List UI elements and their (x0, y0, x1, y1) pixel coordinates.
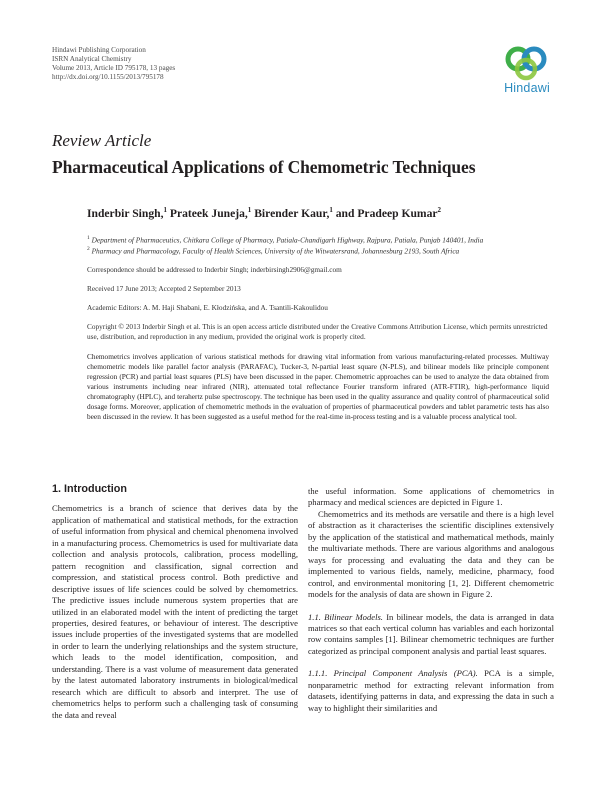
affiliation-marker: 1 (247, 206, 252, 214)
academic-editors: Academic Editors: A. M. Haji Shabani, E. Kłodzińska, and A. Tsantili-Kakoulidou (87, 303, 328, 312)
author-name: and Pradeep Kumar (332, 206, 438, 220)
hindawi-logo (496, 45, 558, 95)
correspondence: Correspondence should be addressed to Inderbir Singh; inderbirsingh2906@gmail.com (87, 265, 342, 274)
abstract: Chemometrics involves application of various statistical methods for drawing vital information from various manufacturing-related processes. Multiway chemometric models like parallel factor analysis (PARAFAC), Tucker-3, N-partial least square (N-PLS), and bilinear models like principle component regression (PCR) and partial least squares (PLS) have been discussed in the paper. Chemometric approaches can be used to analyze the data obtained from various instruments including near infrared (NIR), attenuated total reflectance Fourier transform infrared (ATR-FTIR), high-performance liquid chromatography (HPLC), and terahertz pulse spectroscopy. The technique has been used in the quality assurance and quality control of pharmaceutical solid dosage forms. Moreover, application of chemometric methods in the evaluation of properties of pharmaceutical powders and tablet parametric tests has also been discussed in the review. It has been suggested as a useful method for the real-time in-process testing and is a valuable process analytical tool. (87, 352, 549, 421)
affiliations (87, 234, 553, 256)
publisher-line: Hindawi Publishing Corporation (52, 46, 146, 54)
copyright-notice: Copyright © 2013 Inderbir Singh et al. This is an open access article distributed under the Creative Commons Attribution License, which permits unrestricted use, distribution, and reproduction in any medium, provided the original work is properly cited. (87, 322, 548, 341)
intro-paragraph-1-continued: the useful information. Some applications of chemometrics in pharmacy and medical sciences are depicted in Figure 1. (308, 486, 554, 508)
author-name: Inderbir Singh, (87, 206, 164, 220)
right-column (308, 486, 554, 714)
subsection-bilinear-models: 1.1. Bilinear Models. In bilinear models, the data is arranged in data matrices so that each vertical column has variables and each horizontal row contains samples [1]. Bilinear chemometric techniques are further categorized as principal component analysis and partial least squares. (308, 611, 554, 656)
affiliation-marker: 1 (329, 206, 333, 214)
section-heading-introduction: 1. Introduction (52, 483, 127, 495)
doi-link[interactable]: http://dx.doi.org/10.1155/2013/795178 (52, 72, 164, 81)
article-title: Pharmaceutical Applications of Chemometric Techniques (52, 157, 476, 177)
subsection-pca: 1.1.1. Principal Component Analysis (PCA). PCA is a simple, nonparametric method for extracting relevant information from datasets, identifying patterns in data, and expressing the data in such a way to highlight their similarities and (308, 668, 554, 713)
intro-paragraph-1: Chemometrics is a branch of science that derives data by the application of mathematical and statistical methods, for the extraction of useful information from physical and chemical phenomena involved in a manufacturing process. Chemometrics is used for multivariate data collection and analysis protocols, calibration, process modelling, pattern recognition and classification, signal correction and compression, and statistical process control. Both predictive and descriptive issues of life sciences could be solved by chemometrics. The predictive issues include numerous system properties that are utilized in an elaborated model with the intent of predicting the target properties, desired features, or behaviour of interest. The descriptive issues include properties of the investigated systems that are modelled in order to learn the underlying relationships and the system structure, which leads to the model identification, composition, and understanding. There is a vast volume of measurement data generated by the latest automated laboratory instruments in biological/medical research which are difficult to absorb and interpret. The use of chemometrics helps to perform such a challenging task of consuming the data and reveal (52, 503, 298, 720)
subsection-heading: 1.1. Bilinear Models. (308, 611, 383, 622)
author-list (87, 206, 441, 220)
volume-line: Volume 2013, Article ID 795178, 13 pages (52, 63, 176, 72)
logo-wordmark: Hindawi (504, 81, 550, 95)
affiliation-marker: 2 (437, 206, 442, 214)
author-name: Birender Kaur, (251, 206, 330, 220)
journal-line: ISRN Analytical Chemistry (52, 54, 132, 63)
publication-info (52, 46, 175, 82)
affiliation-marker: 1 (163, 206, 167, 214)
affiliation-1: $^1$ Department of Pharmaceutics, Chitkara College of Pharmacy, Patiala-Chandigarh Highway, Rajpura, Patiala, Punjab 140401, India (87, 235, 484, 245)
received-dates: Received 17 June 2013; Accepted 2 September 2013 (87, 284, 241, 293)
author-name: Prateek Juneja, (166, 206, 248, 220)
affiliation-2: $^2$ Pharmacy and Pharmacology, Faculty of Health Sciences, University of the Witwatersrand, Johannesburg 2193, South Africa (87, 246, 460, 256)
intro-paragraph-2: Chemometrics and its methods are versatile and there is a high level of abstraction as it characterises the scientific disciplines extensively by the application of the statistical and mathematical methods, mainly the multivariate methods. There are various algorithms and analogous ways for processing and evaluating the data and they can be implemented to various fields, namely, medicine, pharmacy, food control, and environmental monitoring [1, 2]. Different chemometric models for the analysis of data are shown in Figure 2. (308, 508, 554, 600)
article-type: Review Article (52, 131, 152, 150)
left-column (52, 484, 298, 721)
hindawi-logo-icon (504, 45, 550, 81)
subsection-heading: 1.1.1. Principal Component Analysis (PCA). (308, 668, 478, 679)
